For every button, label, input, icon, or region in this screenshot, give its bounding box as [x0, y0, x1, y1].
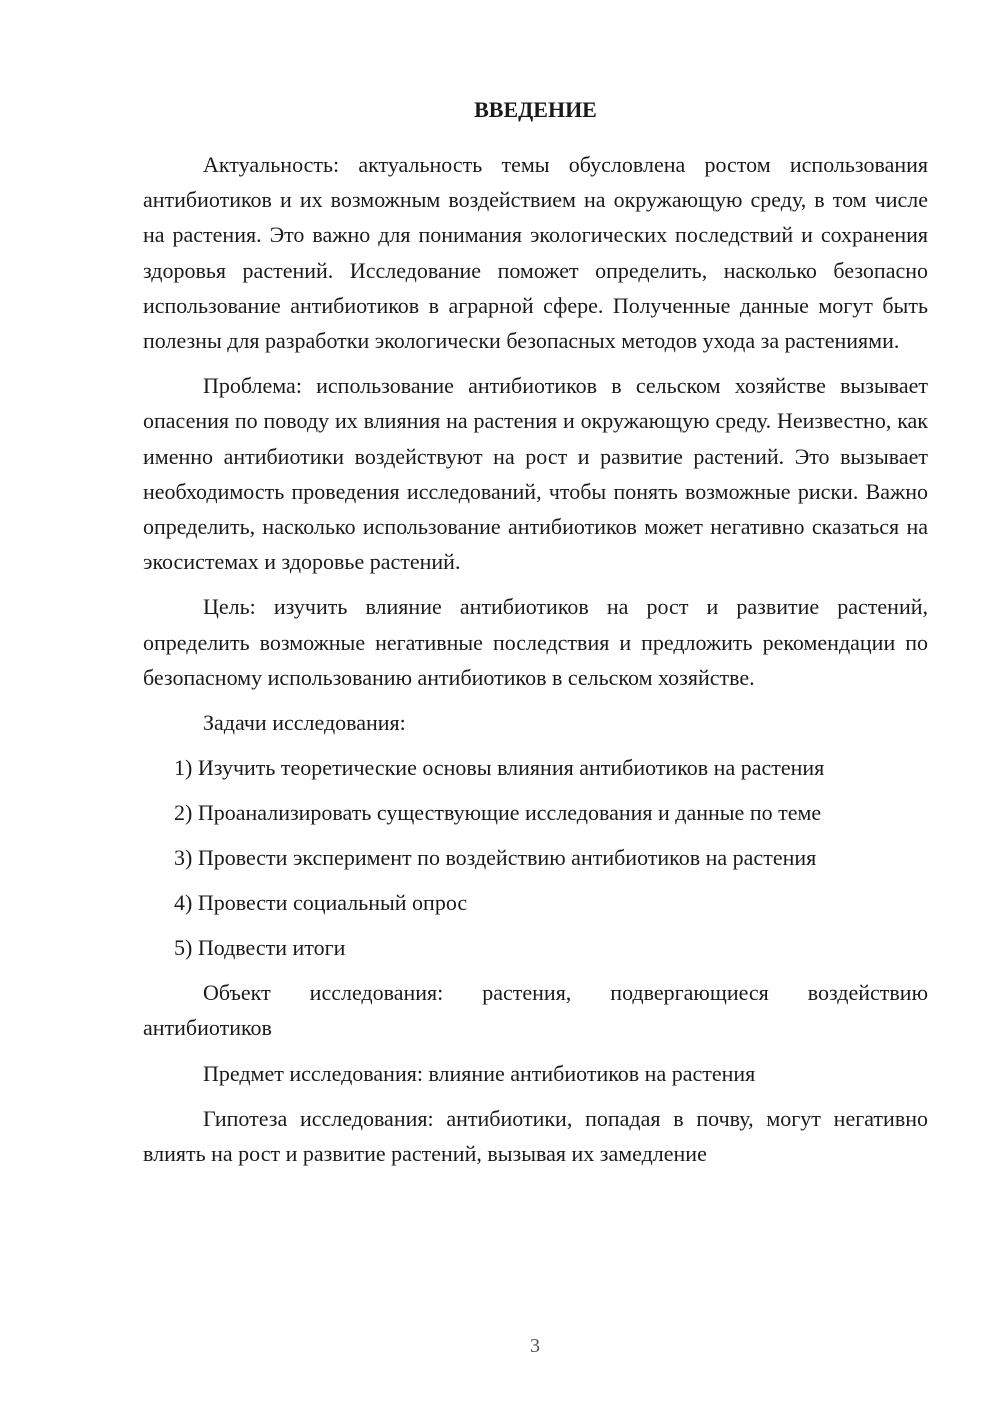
- paragraph-hypothesis: Гипотеза исследования: антибиотики, попадая в почву, могут негативно влиять на рост и развитие растений, вызывая их замедление: [143, 1105, 928, 1167]
- paragraph-subject: Предмет исследования: влияние антибиотиков на растения: [203, 1060, 756, 1086]
- paragraph-object: Объект исследования: растения, подвергающиеся воздействию антибиотиков: [143, 980, 928, 1041]
- paragraph-relevance: Актуальность: актуальность темы обусловлена ростом использования антибиотиков и их возможным воздействием на окружающую среду, в том числе на растения. Это важно для понимания экологических последствий и сохранения здоровья растений. Исследование поможет определить, насколько безопасно использование антибиотиков в аграрной сфере. Полученные данные могут быть полезны для разработки экологически безопасных методов ухода за растениями.: [143, 152, 928, 354]
- task-item: 3) Провести эксперимент по воздействию антибиотиков на растения: [174, 845, 817, 871]
- section-heading: ВВЕДЕНИЕ: [474, 97, 597, 122]
- task-item: 2) Проанализировать существующие исследования и данные по теме: [174, 800, 822, 826]
- task-item: 1) Изучить теоретические основы влияния антибиотиков на растения: [174, 755, 825, 781]
- page-number: 3: [530, 1335, 540, 1357]
- paragraph-tasks-title: Задачи исследования:: [203, 710, 406, 736]
- paragraph-goal: Цель: изучить влияние антибиотиков на рост и развитие растений, определить возможные негативные последствия и предложить рекомендации по безопасному использованию антибиотиков в сельском хозяйстве.: [143, 594, 928, 690]
- task-item: 5) Подвести итоги: [174, 935, 346, 961]
- page-content: [143, 92, 928, 1181]
- task-item: 4) Провести социальный опрос: [174, 890, 468, 916]
- paragraph-problem: Проблема: использование антибиотиков в сельском хозяйстве вызывает опасения по поводу их влияния на растения и окружающую среду. Неизвестно, как именно антибиотики воздействуют на рост и развитие растений. Это вызывает необходимость проведения исследований, чтобы понять возможные риски. Важно определить, насколько использование антибиотиков может негативно сказаться на экосистемах и здоровье растений.: [143, 373, 928, 575]
